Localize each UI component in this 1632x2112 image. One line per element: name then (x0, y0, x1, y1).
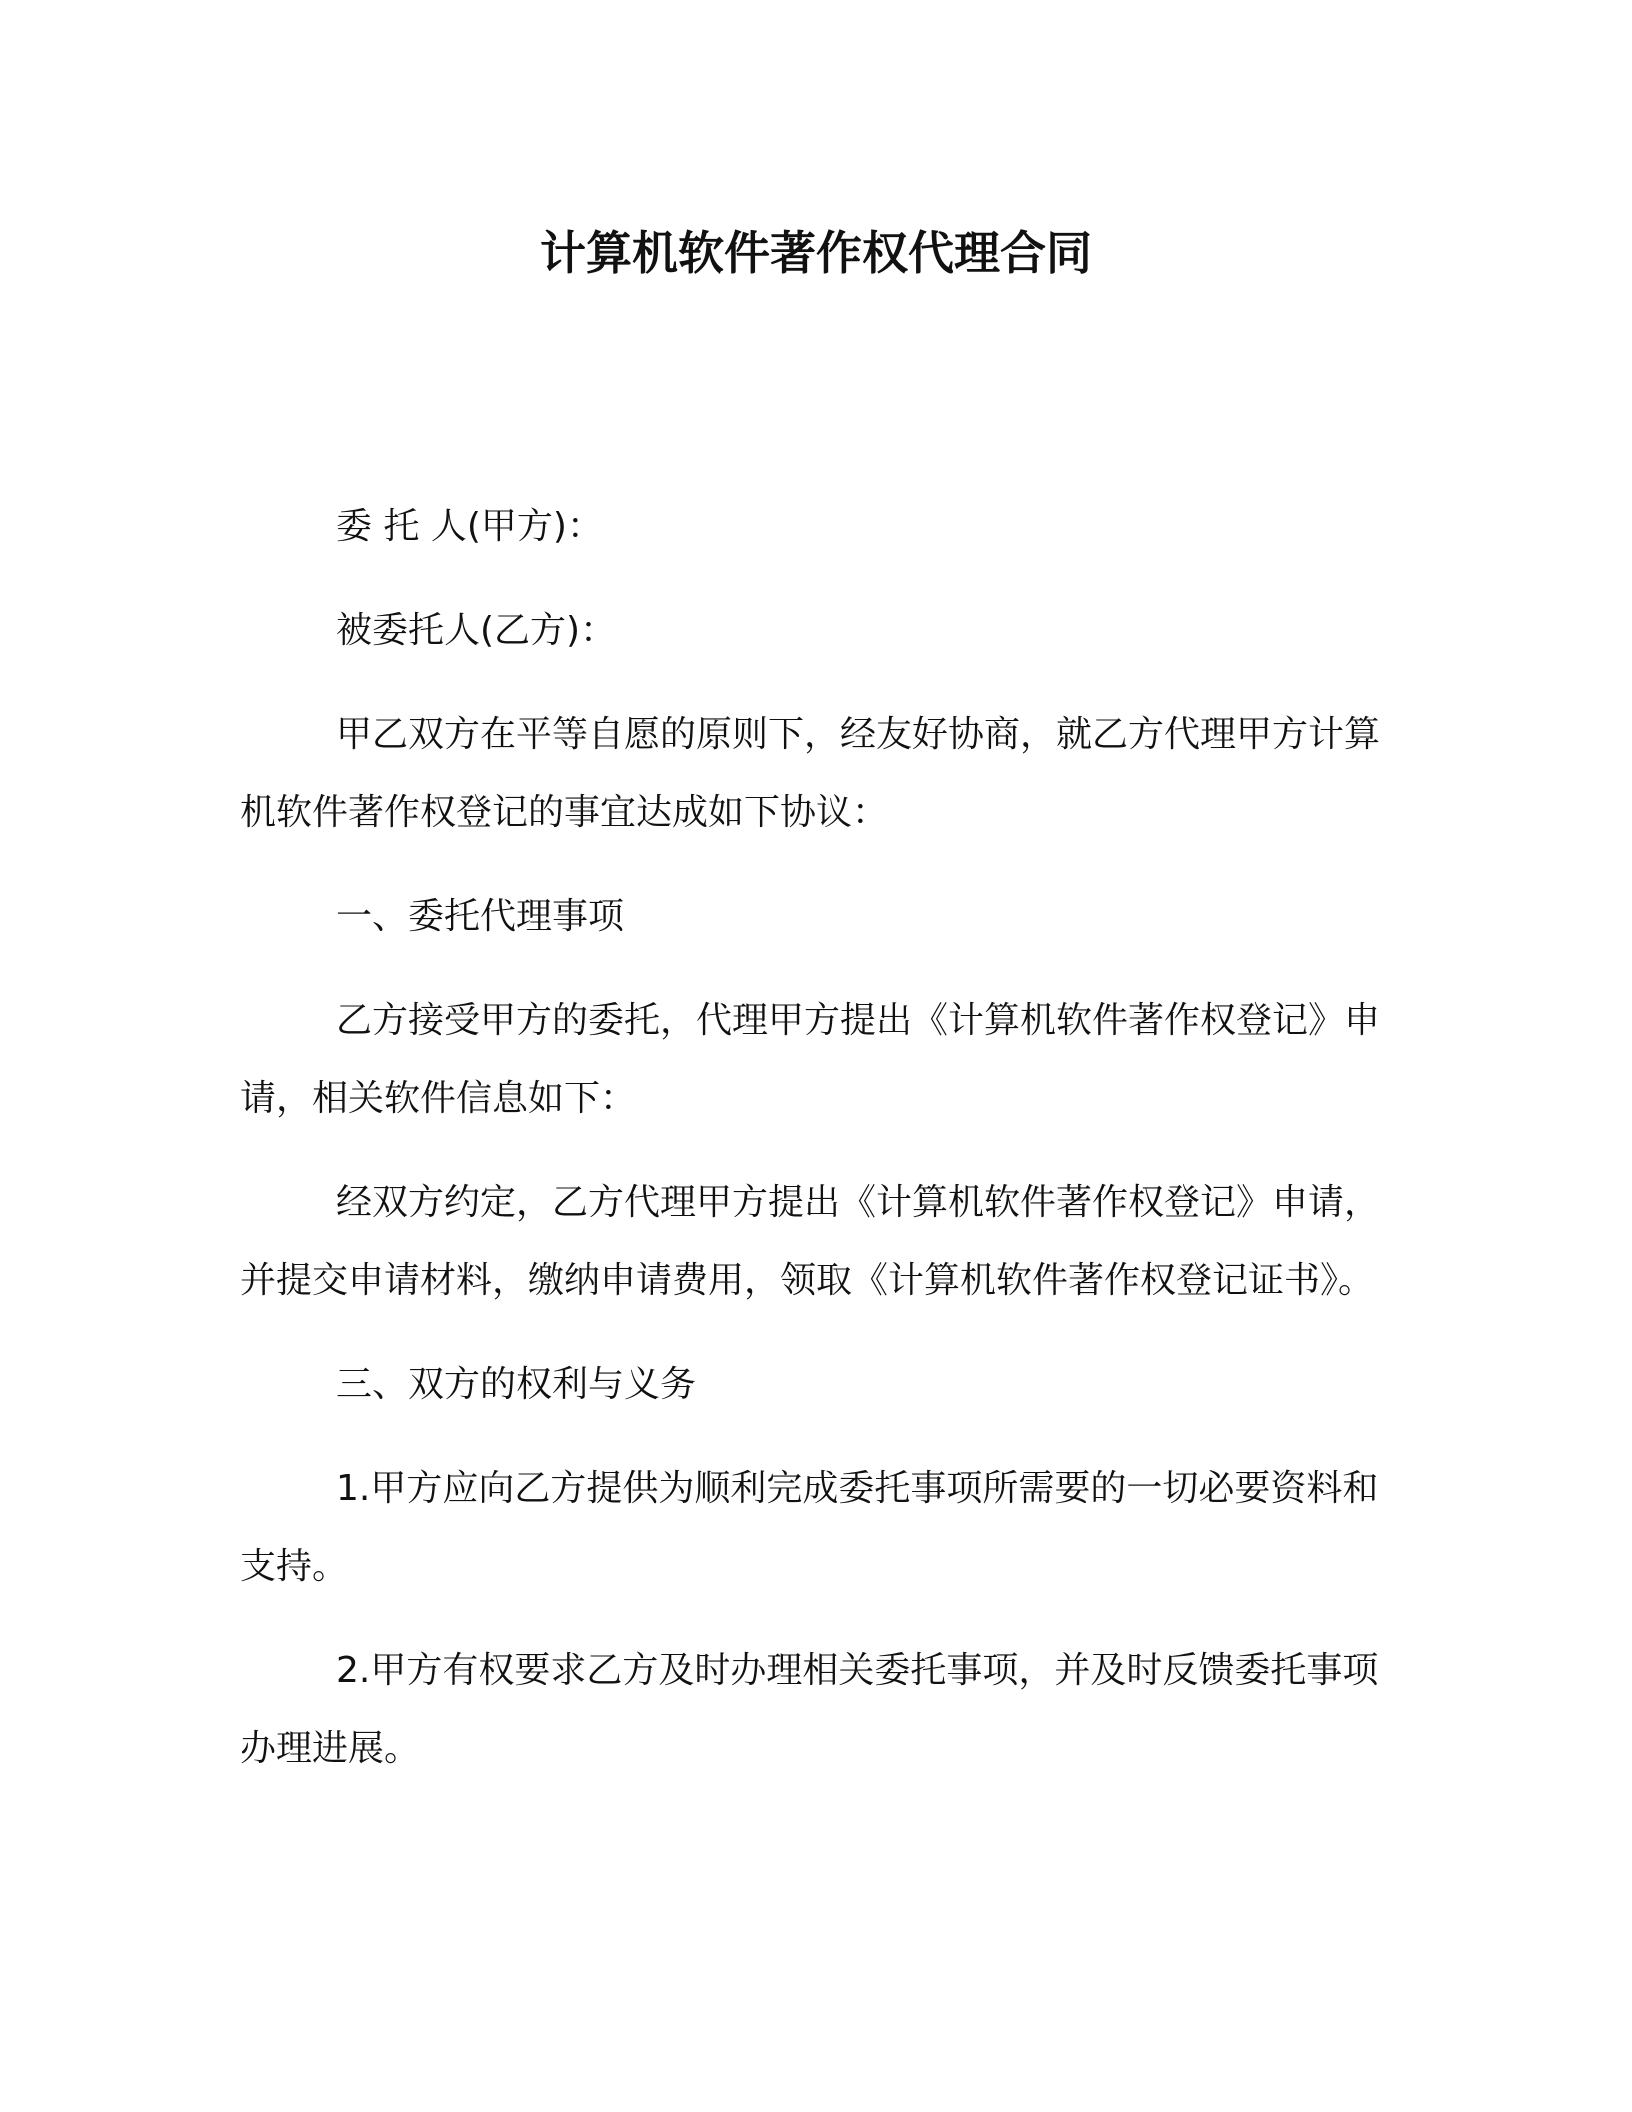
clause-item-2: 2.甲方有权要求乙方及时办理相关委托事项，并及时反馈委托事项办理进展。 (240, 1650, 1379, 1769)
party-b-line: 被委托人(乙方)： (336, 610, 617, 651)
section-heading-1: 一、委托代理事项 (336, 896, 625, 937)
clause-paragraph: 经双方约定，乙方代理甲方提出《计算机软件著作权登记》申请，并提交申请材料，缴纳申请费用，领取《计算机软件著作权登记证书》。 (240, 1182, 1381, 1301)
party-a-line: 委 托 人(甲方)： (336, 506, 603, 547)
section-heading-3: 三、双方的权利与义务 (336, 1364, 697, 1405)
preamble-paragraph: 甲乙双方在平等自愿的原则下，经友好协商，就乙方代理甲方计算机软件著作权登记的事宜达成如下协议： (240, 714, 1381, 833)
document-title: 计算机软件著作权代理合同 (540, 226, 1092, 280)
clause-item-1: 1.甲方应向乙方提供为顺利完成委托事项所需要的一切必要资料和支持。 (240, 1468, 1379, 1587)
clause-paragraph: 乙方接受甲方的委托，代理甲方提出《计算机软件著作权登记》申请，相关软件信息如下： (240, 1000, 1381, 1119)
document-body (240, 488, 1392, 1814)
